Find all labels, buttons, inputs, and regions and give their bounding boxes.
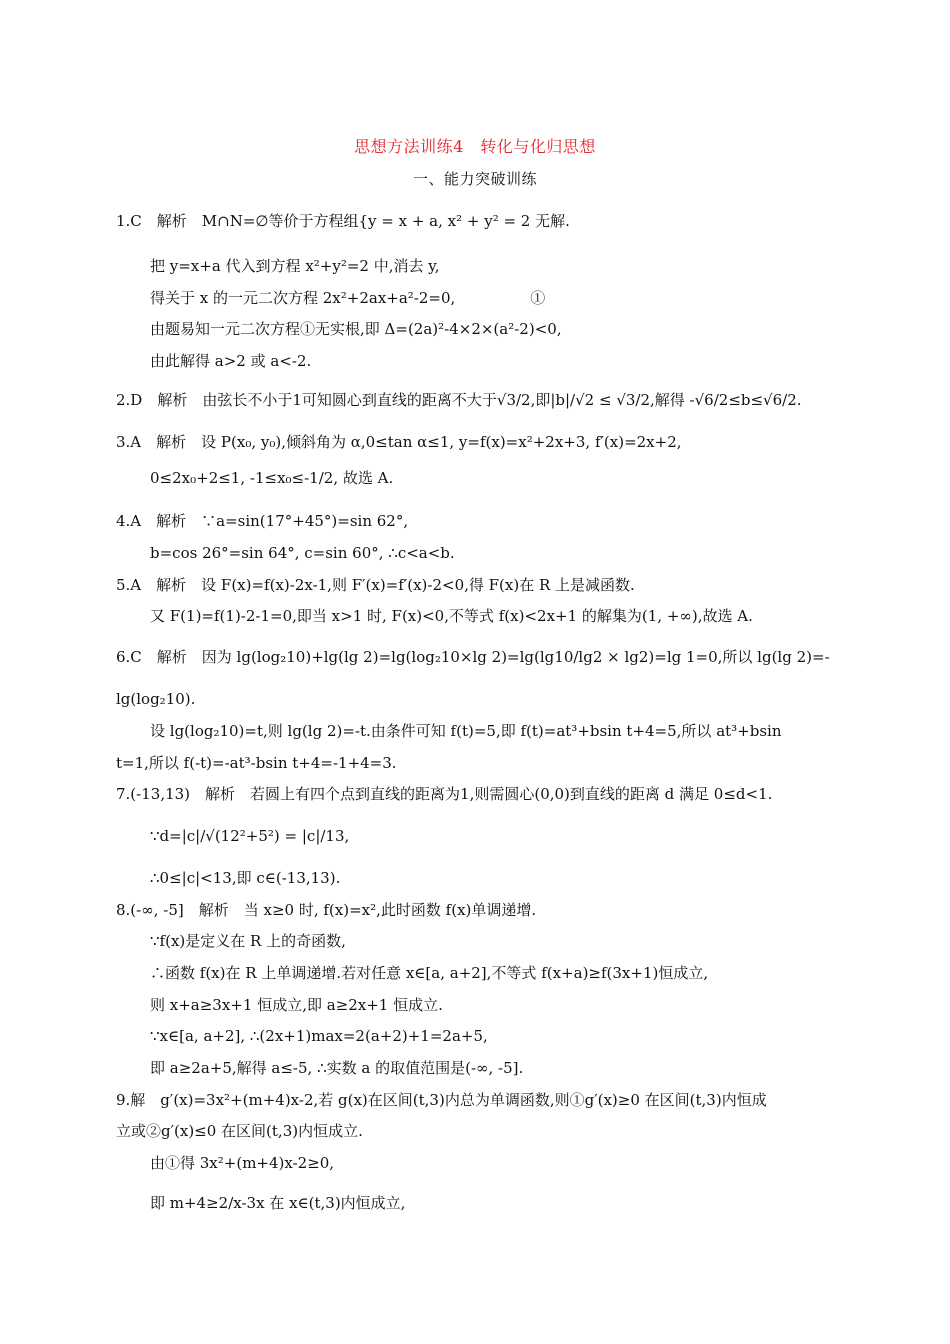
text-line: t=1,所以 f(-t)=-at³-bsin t+4=-1+4=3.	[116, 754, 397, 772]
text-line: 5.A 解析 设 F(x)=f(x)-2x-1,则 F′(x)=f′(x)-2<0,得 F(x)在 R 上是减函数.	[116, 576, 635, 594]
text-line: 3.A 解析 设 P(x₀, y₀),倾斜角为 α,0≤tan α≤1, y=f(x)=x²+2x+3, f′(x)=2x+2,	[116, 433, 682, 451]
text-line: ∵x∈[a, a+2], ∴(2x+1)max=2(a+2)+1=2a+5,	[150, 1027, 488, 1045]
text-line: 2.D 解析 由弦长不小于1可知圆心到直线的距离不大于√3/2,即|b|/√2 ≤ √3/2,解得 -√6/2≤b≤√6/2.	[116, 391, 802, 409]
text-line: 设 lg(log₂10)=t,则 lg(lg 2)=-t.由条件可知 f(t)=5,即 f(t)=at³+bsin t+4=5,所以 at³+bsin	[150, 722, 782, 740]
text-line: 7.(-13,13) 解析 若圆上有四个点到直线的距离为1,则需圆心(0,0)到直线的距离 d 满足 0≤d<1.	[116, 785, 773, 803]
text-line: 即 m+4≥2/x-3x 在 x∈(t,3)内恒成立,	[150, 1194, 406, 1212]
text-line: 9.解 g′(x)=3x²+(m+4)x-2,若 g(x)在区间(t,3)内总为单调函数,则①g′(x)≥0 在区间(t,3)内恒成	[116, 1091, 767, 1109]
text-line: 8.(-∞, -5] 解析 当 x≥0 时, f(x)=x²,此时函数 f(x)单调递增.	[116, 901, 537, 919]
text-line: 即 a≥2a+5,解得 a≤-5, ∴实数 a 的取值范围是(-∞, -5].	[150, 1059, 524, 1077]
text-line: ∵f(x)是定义在 R 上的奇函数,	[150, 932, 346, 950]
text-line: 得关于 x 的一元二次方程 2x²+2ax+a²-2=0, ①	[150, 289, 546, 307]
text-line: ∵d=|c|/√(12²+5²) = |c|/13,	[150, 827, 350, 845]
text-line: 立或②g′(x)≤0 在区间(t,3)内恒成立.	[116, 1122, 363, 1140]
text-line: 又 F(1)=f(1)-2-1=0,即当 x>1 时, F(x)<0,不等式 f(x)<2x+1 的解集为(1, +∞),故选 A.	[150, 607, 753, 625]
text-line: b=cos 26°=sin 64°, c=sin 60°, ∴c<a<b.	[150, 544, 455, 562]
page-title: 思想方法训练4 转化与化归思想	[354, 137, 596, 156]
text-line: 1.C 解析 M∩N=∅等价于方程组{y = x + a, x² + y² = 2 无解.	[116, 212, 570, 230]
text-line: ∴函数 f(x)在 R 上单调递增.若对任意 x∈[a, a+2],不等式 f(x+a)≥f(3x+1)恒成立,	[150, 964, 709, 982]
text-line: 由①得 3x²+(m+4)x-2≥0,	[150, 1154, 335, 1172]
text-line: 4.A 解析 ∵a=sin(17°+45°)=sin 62°,	[116, 512, 409, 530]
section-title: 一、能力突破训练	[412, 170, 537, 188]
text-line: 把 y=x+a 代入到方程 x²+y²=2 中,消去 y,	[150, 257, 440, 275]
text-line: 由此解得 a>2 或 a<-2.	[150, 352, 312, 370]
text-line: 由题易知一元二次方程①无实根,即 Δ=(2a)²-4×2×(a²-2)<0,	[150, 320, 562, 338]
text-line: 6.C 解析 因为 lg(log₂10)+lg(lg 2)=lg(log₂10×lg 2)=lg(lg10/lg2 × lg2)=lg 1=0,所以 lg(lg 2)=-	[116, 648, 830, 666]
text-line: lg(log₂10).	[116, 690, 196, 708]
text-line: 则 x+a≥3x+1 恒成立,即 a≥2x+1 恒成立.	[150, 996, 443, 1014]
text-line: 0≤2x₀+2≤1, -1≤x₀≤-1/2, 故选 A.	[150, 469, 394, 487]
text-line: ∴0≤|c|<13,即 c∈(-13,13).	[150, 869, 341, 887]
